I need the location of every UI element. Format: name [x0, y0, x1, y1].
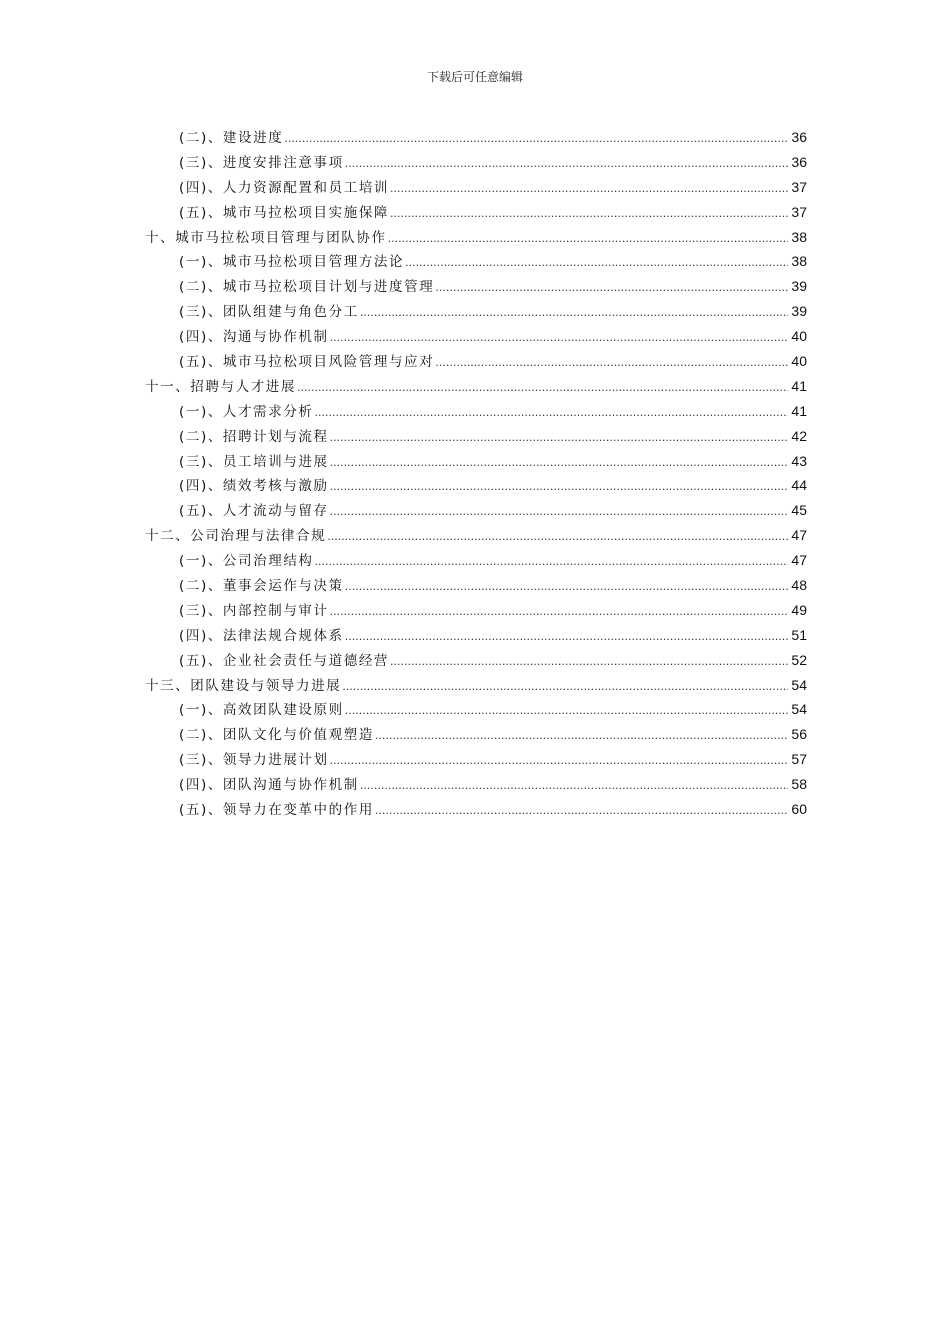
toc-entry-page-number: 41 [791, 377, 807, 394]
toc-entry-title: (四)、沟通与协作机制 [179, 329, 329, 346]
toc-entry-page-number: 51 [791, 626, 807, 643]
toc-entry-page-number: 40 [791, 328, 807, 345]
toc-section-entry[interactable] [145, 599, 807, 624]
toc-section-entry[interactable] [145, 450, 807, 475]
toc-entry-page-number: 41 [791, 402, 807, 419]
toc-dot-leader [330, 431, 788, 444]
toc-dot-leader [330, 480, 788, 493]
toc-entry-title: (二)、团队文化与价值观塑造 [179, 727, 374, 744]
toc-dot-leader [360, 306, 788, 319]
toc-entry-title: (三)、领导力进展计划 [179, 752, 329, 769]
toc-entry-title: (二)、城市马拉松项目计划与进度管理 [179, 279, 435, 296]
toc-entry-title: (五)、企业社会责任与道德经营 [179, 652, 390, 669]
toc-dot-leader [435, 281, 788, 294]
toc-entry-page-number: 47 [791, 552, 807, 569]
toc-chapter-entry[interactable] [145, 375, 807, 400]
toc-entry-page-number: 54 [791, 701, 807, 718]
toc-entry-title: (五)、人才流动与留存 [179, 503, 329, 520]
toc-entry-title: (五)、领导力在变革中的作用 [179, 802, 374, 819]
toc-entry-page-number: 37 [791, 178, 807, 195]
toc-entry-title: (四)、法律法规合规体系 [179, 627, 344, 644]
toc-dot-leader [330, 605, 788, 618]
toc-entry-page-number: 47 [791, 527, 807, 544]
toc-entry-title: 十一、招聘与人才进展 [145, 378, 296, 395]
toc-entry-page-number: 49 [791, 601, 807, 618]
toc-section-entry[interactable] [145, 798, 807, 823]
toc-entry-page-number: 42 [791, 427, 807, 444]
toc-entry-page-number: 37 [791, 203, 807, 220]
toc-section-entry[interactable] [145, 773, 807, 798]
toc-entry-title: (五)、城市马拉松项目风险管理与应对 [179, 354, 435, 371]
toc-entry-title: 十三、团队建设与领导力进展 [145, 677, 342, 694]
toc-entry-page-number: 36 [791, 129, 807, 145]
toc-entry-title: 十二、公司治理与法律合规 [145, 528, 327, 545]
toc-entry-title: (三)、内部控制与审计 [179, 602, 329, 619]
toc-entry-title: (二)、招聘计划与流程 [179, 428, 329, 445]
toc-dot-leader [390, 182, 788, 195]
table-of-contents [145, 126, 807, 823]
toc-dot-leader [345, 157, 788, 170]
toc-entry-page-number: 39 [791, 303, 807, 320]
toc-chapter-entry[interactable] [145, 674, 807, 699]
toc-dot-leader [330, 754, 788, 767]
toc-entry-title: (一)、人才需求分析 [179, 403, 314, 420]
toc-section-entry[interactable] [145, 400, 807, 425]
toc-entry-page-number: 38 [791, 228, 807, 245]
toc-entry-page-number: 36 [791, 153, 807, 170]
toc-entry-page-number: 52 [791, 651, 807, 668]
toc-section-entry[interactable] [145, 499, 807, 524]
toc-section-entry[interactable] [145, 325, 807, 350]
toc-entry-title: (三)、团队组建与角色分工 [179, 304, 359, 321]
toc-entry-title: 十、城市马拉松项目管理与团队协作 [145, 229, 387, 246]
toc-section-entry[interactable] [145, 723, 807, 748]
toc-section-entry[interactable] [145, 649, 807, 674]
toc-section-entry[interactable] [145, 549, 807, 574]
toc-section-entry[interactable] [145, 126, 807, 151]
toc-section-entry[interactable] [145, 201, 807, 226]
toc-entry-title: (三)、进度安排注意事项 [179, 154, 344, 171]
toc-dot-leader [375, 804, 788, 817]
toc-entry-page-number: 40 [791, 353, 807, 370]
toc-section-entry[interactable] [145, 250, 807, 275]
toc-chapter-entry[interactable] [145, 524, 807, 549]
toc-section-entry[interactable] [145, 748, 807, 773]
toc-dot-leader [375, 729, 788, 742]
toc-entry-page-number: 45 [791, 502, 807, 519]
toc-entry-title: (四)、团队沟通与协作机制 [179, 777, 359, 794]
toc-entry-page-number: 57 [791, 751, 807, 768]
toc-dot-leader [315, 555, 788, 568]
toc-entry-page-number: 58 [791, 776, 807, 793]
toc-dot-leader [284, 132, 788, 145]
toc-dot-leader [388, 232, 788, 245]
toc-entry-title: (五)、城市马拉松项目实施保障 [179, 204, 390, 221]
toc-dot-leader [327, 530, 788, 543]
toc-section-entry[interactable] [145, 425, 807, 450]
toc-entry-page-number: 60 [791, 801, 807, 818]
toc-entry-title: (二)、建设进度 [179, 130, 284, 146]
toc-dot-leader [345, 580, 788, 593]
toc-entry-title: (一)、高效团队建设原则 [179, 702, 344, 719]
toc-dot-leader [405, 256, 788, 269]
toc-section-entry[interactable] [145, 300, 807, 325]
toc-dot-leader [330, 505, 788, 518]
toc-dot-leader [345, 704, 788, 717]
toc-section-entry[interactable] [145, 698, 807, 723]
toc-section-entry[interactable] [145, 151, 807, 176]
toc-entry-title: (四)、绩效考核与激励 [179, 478, 329, 495]
toc-dot-leader [390, 655, 788, 668]
toc-entry-page-number: 54 [791, 676, 807, 693]
toc-section-entry[interactable] [145, 176, 807, 201]
toc-dot-leader [360, 779, 788, 792]
toc-section-entry[interactable] [145, 350, 807, 375]
page-header-note: 下载后可任意编辑 [426, 70, 523, 84]
toc-dot-leader [315, 406, 788, 419]
toc-section-entry[interactable] [145, 474, 807, 499]
toc-entry-page-number: 43 [791, 452, 807, 469]
toc-section-entry[interactable] [145, 574, 807, 599]
toc-entry-page-number: 56 [791, 726, 807, 743]
toc-entry-title: (一)、公司治理结构 [179, 553, 314, 570]
toc-dot-leader [330, 331, 788, 344]
toc-chapter-entry[interactable] [145, 226, 807, 251]
toc-entry-page-number: 44 [791, 477, 807, 494]
toc-section-entry[interactable] [145, 275, 807, 300]
toc-dot-leader [390, 207, 788, 220]
toc-dot-leader [342, 680, 788, 693]
toc-entry-page-number: 38 [791, 253, 807, 270]
toc-section-entry[interactable] [145, 624, 807, 649]
toc-entry-title: (一)、城市马拉松项目管理方法论 [179, 254, 405, 271]
toc-entry-title: (四)、人力资源配置和员工培训 [179, 179, 390, 196]
toc-entry-page-number: 39 [791, 278, 807, 295]
toc-dot-leader [345, 630, 788, 643]
toc-entry-page-number: 48 [791, 577, 807, 594]
toc-entry-title: (三)、员工培训与进展 [179, 453, 329, 470]
toc-dot-leader [435, 356, 788, 369]
toc-dot-leader [330, 456, 788, 469]
toc-entry-title: (二)、董事会运作与决策 [179, 578, 344, 595]
toc-dot-leader [297, 381, 788, 394]
